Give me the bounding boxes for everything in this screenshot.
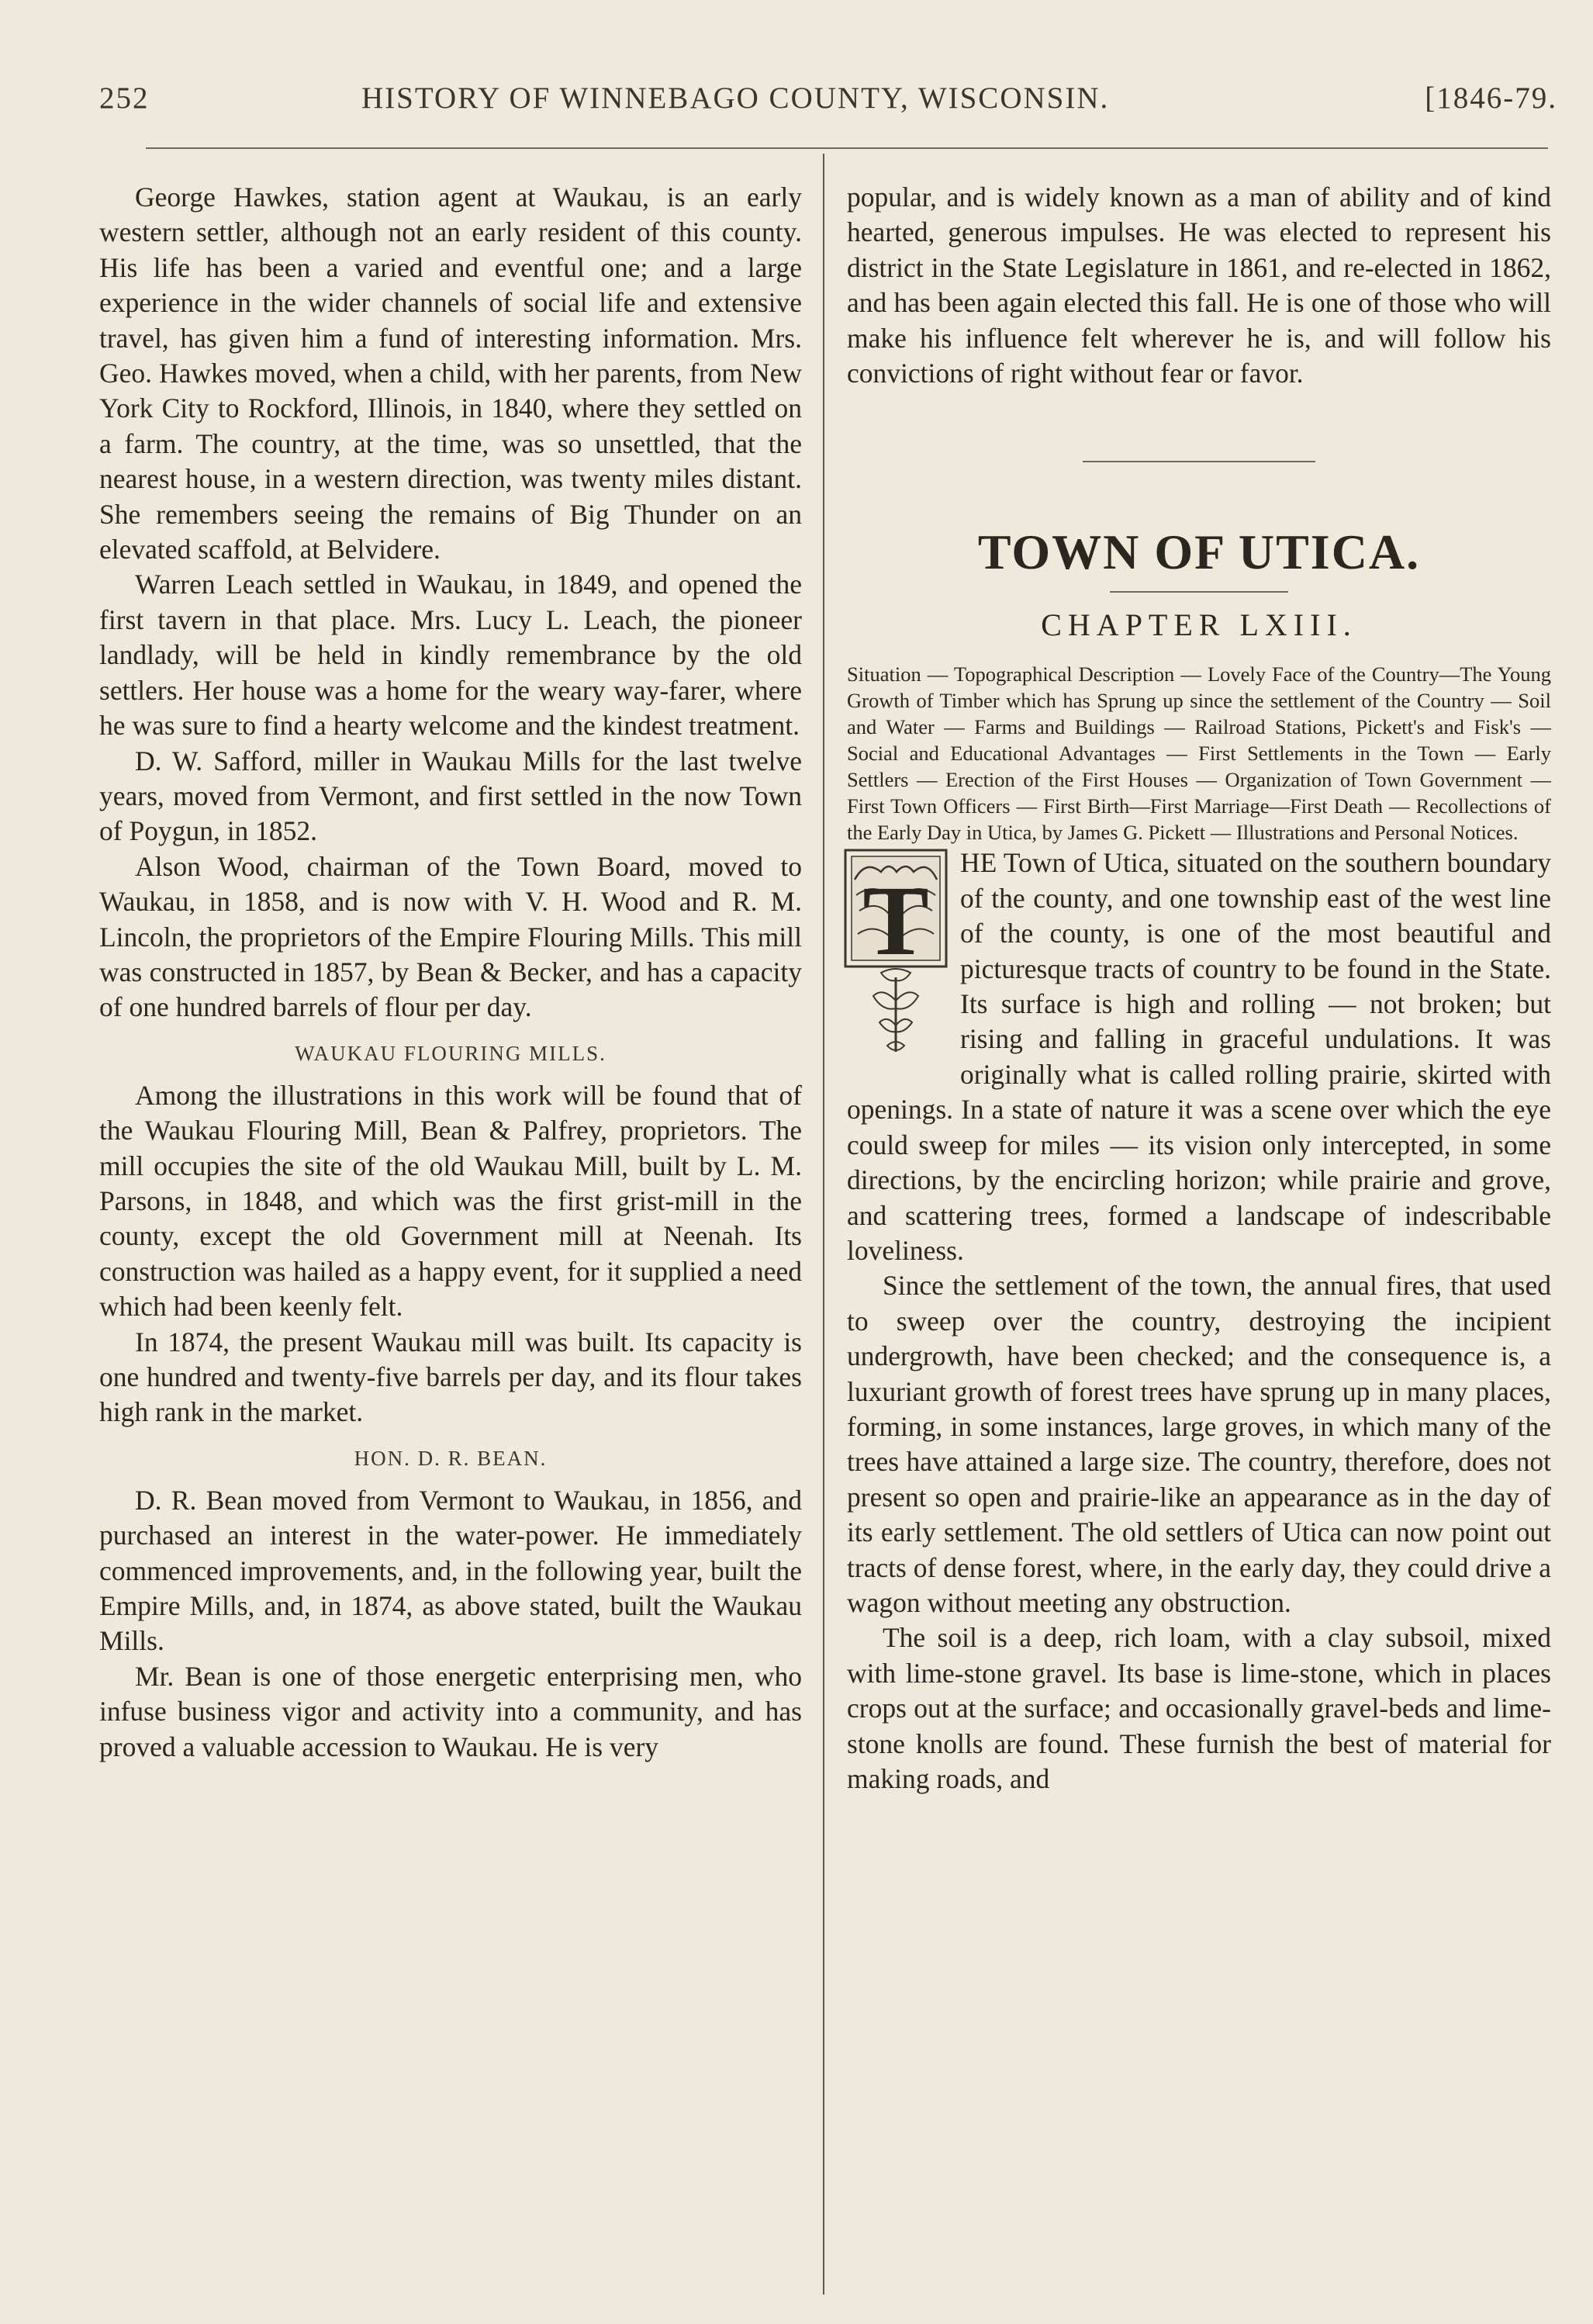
paragraph-bean-character: Mr. Bean is one of those energetic enterprising men, who infuse business vigor and activity into a community, and has proved a valuable accession to Waukau. He is very (99, 1660, 802, 1762)
ornamental-dropcap-t-icon (842, 849, 949, 1060)
paragraph-alson-wood: Alson Wood, chairman of the Town Board, moved to Waukau, in 1858, and is now with V. H. Wood and R. M. Lincoln, the proprietors of the Empire Flouring Mills. This mill was constructed in 1857, by Bean & Becker, and has a capacity of one hundred barrels of flour per day. (99, 850, 802, 1023)
town-title: TOWN OF UTICA. (977, 524, 1421, 580)
section-separator (1083, 461, 1315, 462)
running-header (99, 81, 1557, 127)
column-divider (823, 154, 824, 2295)
header-rule (146, 147, 1548, 149)
title-underline (1110, 591, 1288, 593)
page-number: 252 (99, 81, 150, 115)
left-column (99, 180, 802, 1765)
right-column (847, 180, 1551, 1797)
paragraph-bean-continued: popular, and is widely known as a man of ability and of kind hearted, generous impulses. He was elected to represent his district in the State Legislature in 1861, and re-elected in 1862, and has been again elected this fall. He is one of those who will make his influence felt wherever he is, and will follow his convictions of right without fear or favor. (847, 182, 1551, 389)
section-heading-bean: HON. D. R. BEAN. (354, 1446, 548, 1470)
paragraph-warren-leach: Warren Leach settled in Waukau, in 1849, and opened the first tavern in that place. Mrs. Lucy L. Leach, the pioneer landlady, will be held in kindly remembrance by the old settlers. Her house was a home for the weary way-farer, where he was sure to find a hearty welcome and the kindest treatment. (99, 569, 802, 742)
date-range: [1846-79. (1425, 81, 1557, 115)
paragraph-george-hawkes: George Hawkes, station agent at Waukau, is an early western settler, although not an early resident of this county. His life has been a varied and eventful one; and a large experience in the wider channels of social life and extensive travel, has given him a fund of interesting information. Mrs. Geo. Hawkes moved, when a child, with her parents, from New York City to Rockford, Illinois, in 1840, where they settled on a farm. The country, at the time, was so unsettled, that the nearest house, in a western direction, was twenty miles distant. She remembers seeing the remains of Big Thunder on an elevated scaffold, at Belvidere. (99, 182, 802, 565)
paragraph-mill-1874: In 1874, the present Waukau mill was built. Its capacity is one hundred and twenty-five barrels per day, and its flour takes high rank in the market. (99, 1326, 802, 1428)
chapter-synopsis: Situation — Topographical Description — Lovely Face of the Country—The Young Growth of Timber which has Sprung up since the settlement of the Country — Soil and Water — Farms and Buildings — Railroad Stations, Pickett's and Fisk's — Social and Educational Advantages — First Settlements in the Town — Early Settlers — Erection of the First Houses — Organization of Town Government — First Town Officers — First Birth—First Marriage—First Death — Recollections of the Early Day in Utica, by James G. Pickett — Illustrations and Personal Notices. (847, 662, 1551, 845)
section-heading-flouring-mills: WAUKAU FLOURING MILLS. (295, 1041, 606, 1065)
intro-paragraph-wrapper (847, 846, 1551, 1268)
paragraph-safford: D. W. Safford, miller in Waukau Mills for the last twelve years, moved from Vermont, and first settled in the now Town of Poygun, in 1852. (99, 745, 802, 847)
svg-text:T: T (862, 866, 929, 977)
paragraph-utica-situation: HE Town of Utica, situated on the southern boundary of the county, and one township east of the west line of the county, is one of the most beautiful and picturesque tracts of country to be found in the State. Its surface is high and rolling — not broken; but rising and falling in graceful undulations. It was originally what is called rolling prairie, skirted with openings. In a state of nature it was a scene over which the eye could sweep for miles — its vision only intercepted, in some directions, by the encircling horizon; while prairie and grove, and scattering trees, formed a landscape of indescribable loveliness. (847, 847, 1551, 1266)
paragraph-bean-moved: D. R. Bean moved from Vermont to Waukau, in 1856, and purchased an interest in the water-power. He immediately commenced improvements, and, in the following year, built the Empire Mills, and, in 1874, as above stated, built the Waukau Mills. (99, 1484, 802, 1657)
paragraph-utica-soil: The soil is a deep, rich loam, with a clay subsoil, mixed with lime-stone gravel. Its base is lime-stone, which in places crops out at the surface; and occasionally gravel-beds and lime-stone knolls are found. These furnish the best of material for making roads, and (847, 1622, 1551, 1794)
running-title: HISTORY OF WINNEBAGO COUNTY, WISCONSIN. (361, 81, 1110, 115)
paragraph-flouring-mill: Among the illustrations in this work will be found that of the Waukau Flouring Mill, Bean & Palfrey, proprietors. The mill occupies the site of the old Waukau Mill, built by L. M. Parsons, in 1848, and which was the first grist-mill in the county, except the old Government mill at Neenah. Its construction was hailed as a happy event, for it supplied a need which had been keenly felt. (99, 1079, 802, 1323)
chapter-heading: CHAPTER LXIII. (1041, 607, 1357, 643)
paragraph-utica-forest: Since the settlement of the town, the annual fires, that used to sweep over the country, destroying the incipient undergrowth, have been checked; and the consequence is, a luxuriant growth of forest trees have sprung up in many places, forming, in some instances, large groves, in which many of the trees have attained a large size. The country, therefore, does not present so open and prairie-like an appearance as in the day of its early settlement. The old settlers of Utica can now point out tracts of dense forest, where, in the early day, they could drive a wagon without meeting any obstruction. (847, 1270, 1551, 1618)
